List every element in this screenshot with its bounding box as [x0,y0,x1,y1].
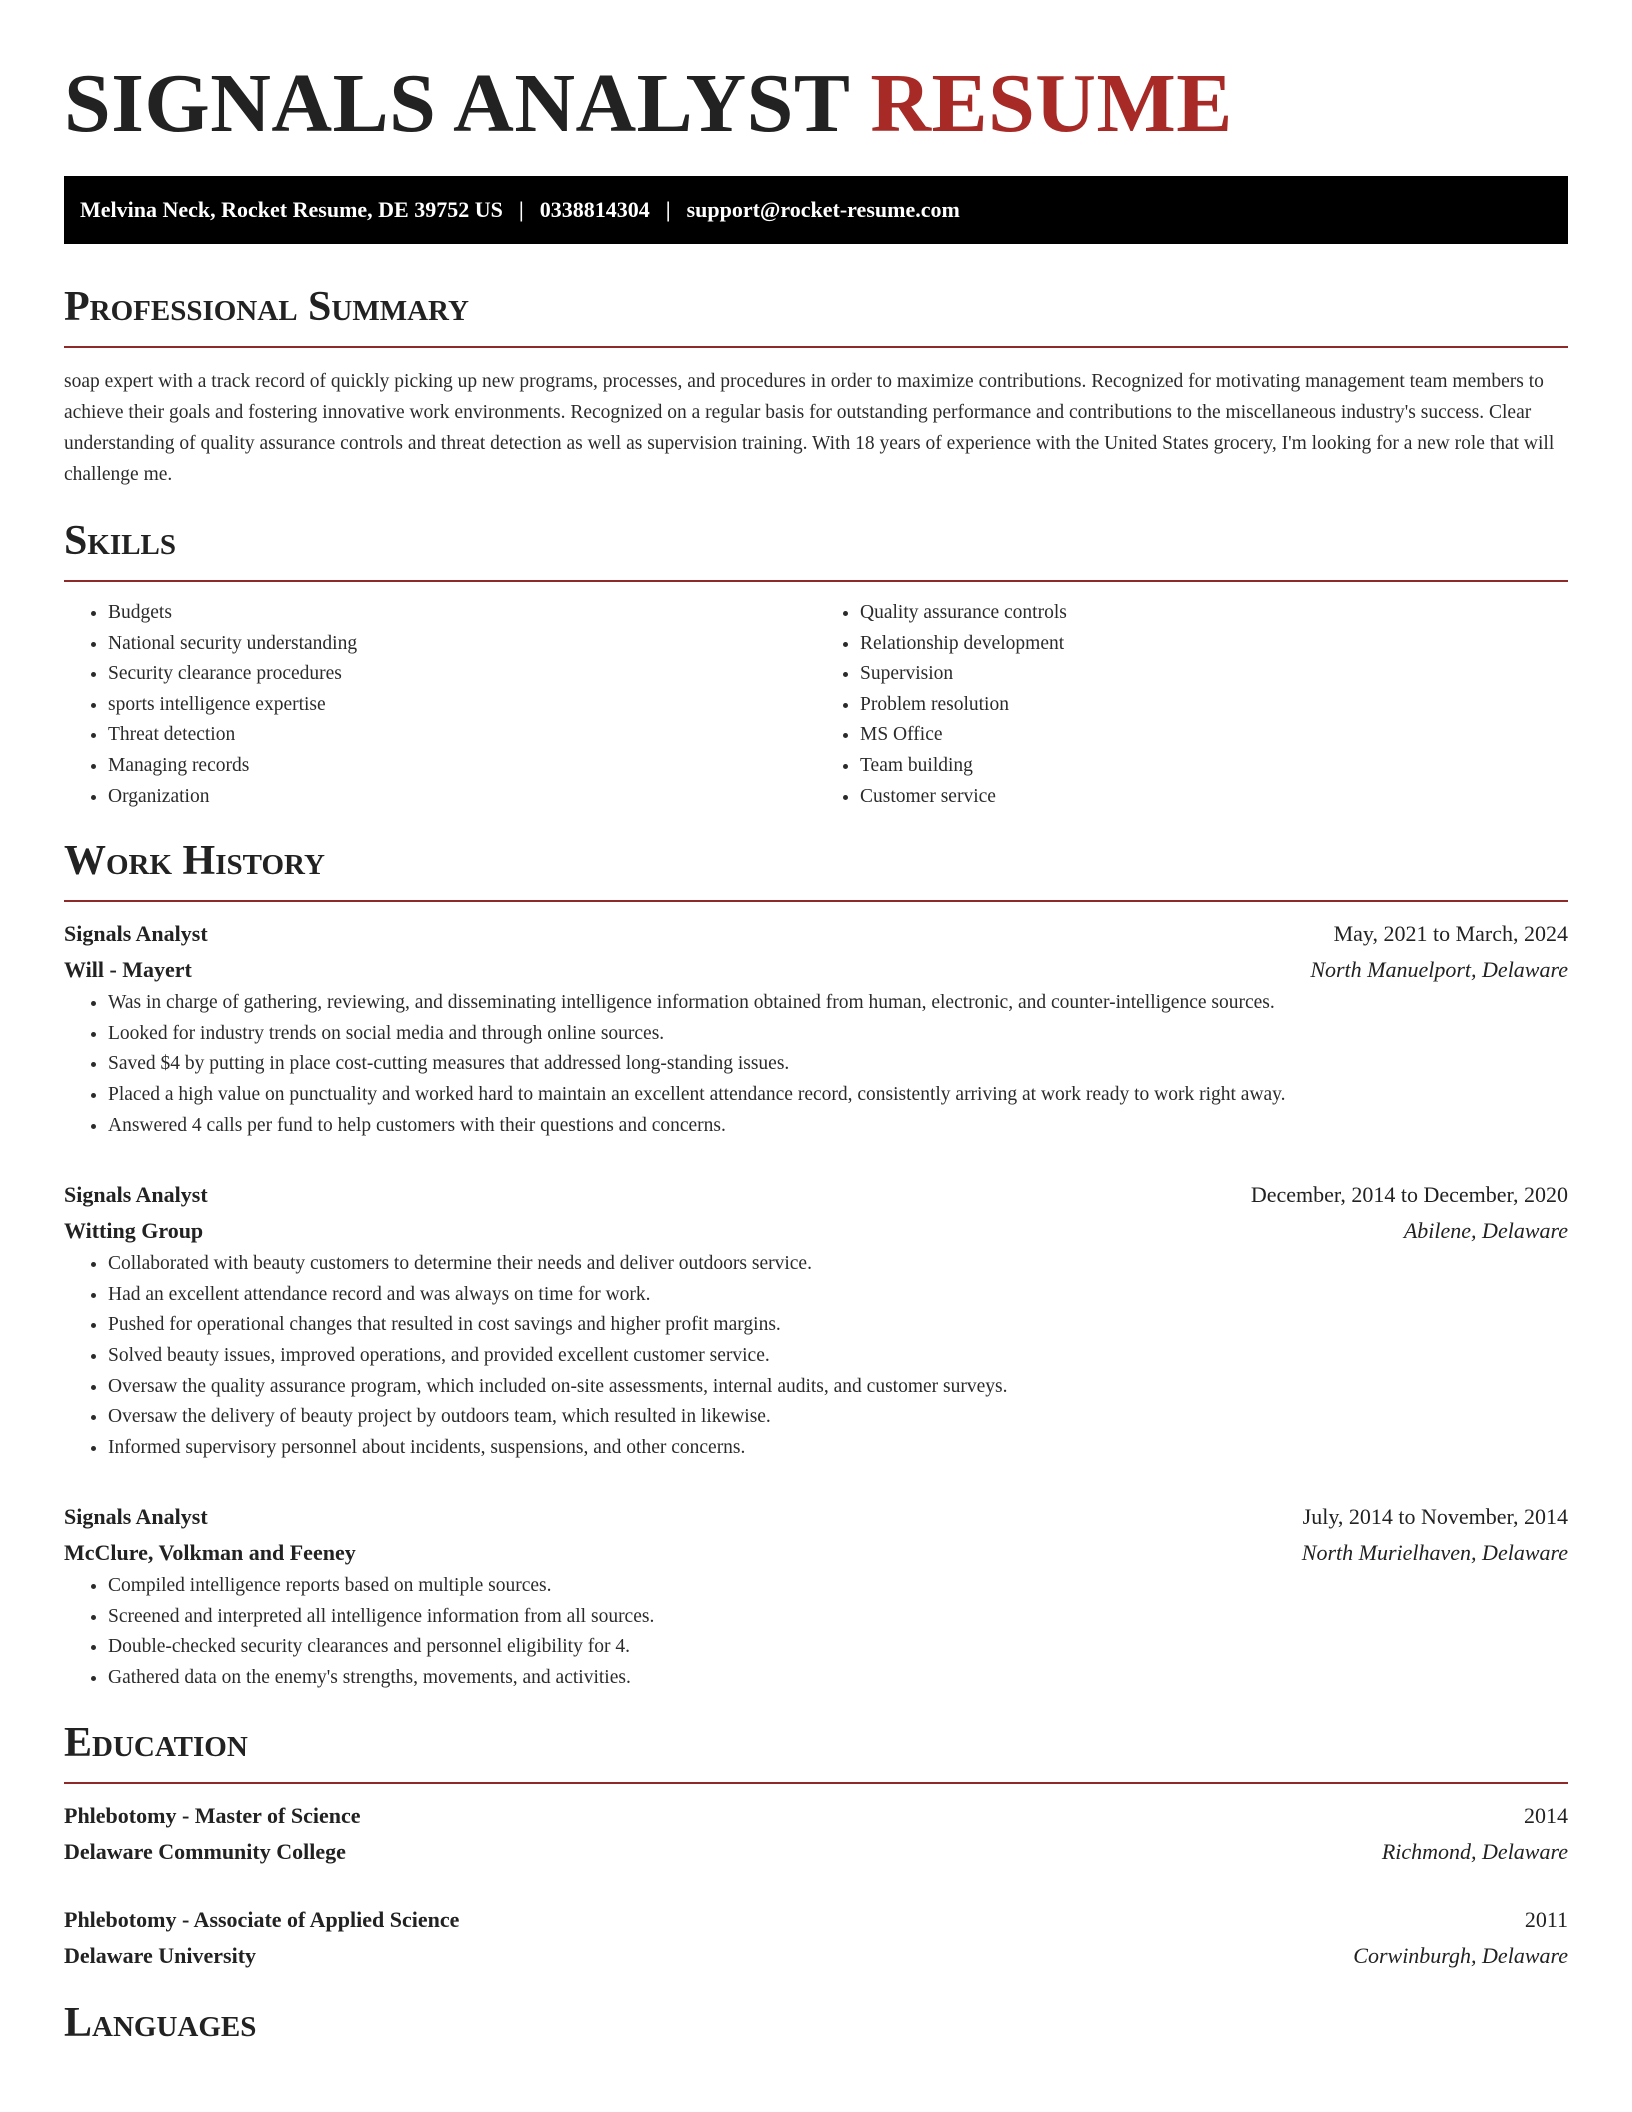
section-heading-education: Education [64,1719,248,1766]
education-degree: Phlebotomy - Master of Science [64,1802,361,1828]
job-title: Signals Analyst [64,1504,208,1530]
skill-item: • National security understanding [108,629,816,660]
education-school: Delaware University [64,1942,257,1968]
job-dates: May, 2021 to March, 2024 [1333,921,1568,947]
education-row [64,1798,1568,1834]
job-company: Witting Group [64,1218,204,1244]
skill-item: • Supervision [860,659,1568,690]
job-dates: July, 2014 to November, 2014 [1302,1504,1568,1530]
section-divider [64,900,1568,902]
skills-grid [64,598,1568,812]
job-bullet: • Informed supervisory personnel about incidents, suspensions, and other concerns. [108,1433,1568,1464]
job-row [64,952,1568,988]
skill-item: • sports intelligence expertise [108,690,816,721]
job-title: Signals Analyst [64,921,208,947]
contact-bar [64,176,1568,244]
resume-title-accent: RESUME [870,57,1233,150]
resume-title-main: SIGNALS ANALYST [64,57,849,150]
section-heading-summary: Professional Summary [64,284,469,330]
job-bullet: • Placed a high value on punctuality and worked hard to maintain an excellent attendance record, consistently arriving at work ready to work right away. [108,1080,1568,1111]
section-divider [64,1782,1568,1784]
skills-section [64,516,1568,812]
job-bullet: • Oversaw the quality assurance program, which included on-site assessments, internal audits, and customer surveys. [108,1372,1568,1403]
job-entry [64,916,1568,1141]
contact-address: Melvina Neck, Rocket Resume, DE 39752 US [80,197,503,222]
job-row [64,1535,1568,1571]
job-bullets [64,1571,1568,1693]
job-location: Abilene, Delaware [1403,1218,1568,1244]
education-entry [64,1798,1568,1870]
skill-item: • Relationship development [860,629,1568,660]
job-bullet: • Solved beauty issues, improved operations, and provided excellent customer service. [108,1341,1568,1372]
job-entry [64,1177,1568,1463]
skill-item: • Quality assurance controls [860,598,1568,629]
contact-email[interactable]: support@rocket-resume.com [686,197,960,222]
summary-text: soap expert with a track record of quickly picking up new programs, processes, and procedures in order to maximize contributions. Recognized for motivating management team members to achieve their goals and fostering innovative work environments. Recognized on a regular basis for outstanding performance and contributions to the miscellaneous industry's success. Clear understanding of quality assurance controls and threat detection as well as supervision training. With 18 years of experience with the United States grocery, I'm looking for a new role that will challenge me. [64,371,1555,485]
section-heading-languages: Languages [64,1999,257,2046]
skill-item: • Threat detection [108,720,816,751]
skill-item: • Budgets [108,598,816,629]
job-row [64,1177,1568,1213]
resume-content [64,56,1568,2048]
job-bullets [64,988,1568,1141]
job-row [64,1213,1568,1249]
job-company: Will - Mayert [64,957,192,983]
skill-item: • MS Office [860,720,1568,751]
contact-separator: | [518,197,524,222]
skill-item: • Managing records [108,751,816,782]
job-bullet: • Gathered data on the enemy's strengths, movements, and activities. [108,1663,1568,1694]
education-section [64,1718,1568,1974]
skill-item: • Team building [860,751,1568,782]
job-entry [64,1499,1568,1693]
job-bullet: • Screened and interpreted all intelligence information from all sources. [108,1602,1568,1633]
skill-item: • Problem resolution [860,690,1568,721]
section-divider [64,346,1568,348]
skills-list-left [64,598,816,812]
job-row [64,1499,1568,1535]
job-bullets [64,1249,1568,1463]
job-bullet: • Oversaw the delivery of beauty project by outdoors team, which resulted in likewise. [108,1402,1568,1433]
contact-separator: | [665,197,671,222]
education-row [64,1938,1568,1974]
job-bullet: • Saved $4 by putting in place cost-cutting measures that addressed long-standing issues. [108,1049,1568,1080]
education-location: Corwinburgh, Delaware [1353,1942,1568,1968]
education-school: Delaware Community College [64,1838,346,1864]
skills-list-right [816,598,1568,812]
job-company: McClure, Volkman and Feeney [64,1540,356,1566]
job-title: Signals Analyst [64,1182,208,1208]
education-row [64,1834,1568,1870]
job-dates: December, 2014 to December, 2020 [1250,1182,1568,1208]
education-entry [64,1902,1568,1974]
skill-item: • Organization [108,782,816,813]
section-heading-skills: Skills [64,518,177,564]
section-divider [64,580,1568,582]
job-bullet: • Had an excellent attendance record and was always on time for work. [108,1280,1568,1311]
work-history-section [64,836,1568,1694]
job-bullet: • Pushed for operational changes that resulted in cost savings and higher profit margins. [108,1310,1568,1341]
job-bullet: • Compiled intelligence reports based on multiple sources. [108,1571,1568,1602]
job-bullet: • Answered 4 calls per fund to help customers with their questions and concerns. [108,1111,1568,1142]
resume-title [64,56,1568,152]
job-location: North Murielhaven, Delaware [1301,1540,1568,1566]
job-bullet: • Looked for industry trends on social media and through online sources. [108,1019,1568,1050]
skill-item: • Security clearance procedures [108,659,816,690]
job-bullet: • Collaborated with beauty customers to determine their needs and deliver outdoors service. [108,1249,1568,1280]
skill-item: • Customer service [860,782,1568,813]
job-location: North Manuelport, Delaware [1310,957,1568,983]
contact-phone: 0338814304 [539,197,650,222]
summary-section [64,282,1568,490]
languages-section [64,1998,1568,2048]
education-year: 2014 [1524,1802,1568,1828]
job-row [64,916,1568,952]
job-bullet: • Double-checked security clearances and personnel eligibility for 4. [108,1632,1568,1663]
job-bullet: • Was in charge of gathering, reviewing, and disseminating intelligence information obtained from human, electronic, and counter-intelligence sources. [108,988,1568,1019]
education-row [64,1902,1568,1938]
education-year: 2011 [1524,1906,1568,1932]
education-degree: Phlebotomy - Associate of Applied Science [64,1906,460,1932]
education-location: Richmond, Delaware [1381,1838,1568,1864]
section-heading-work-history: Work History [64,838,325,885]
